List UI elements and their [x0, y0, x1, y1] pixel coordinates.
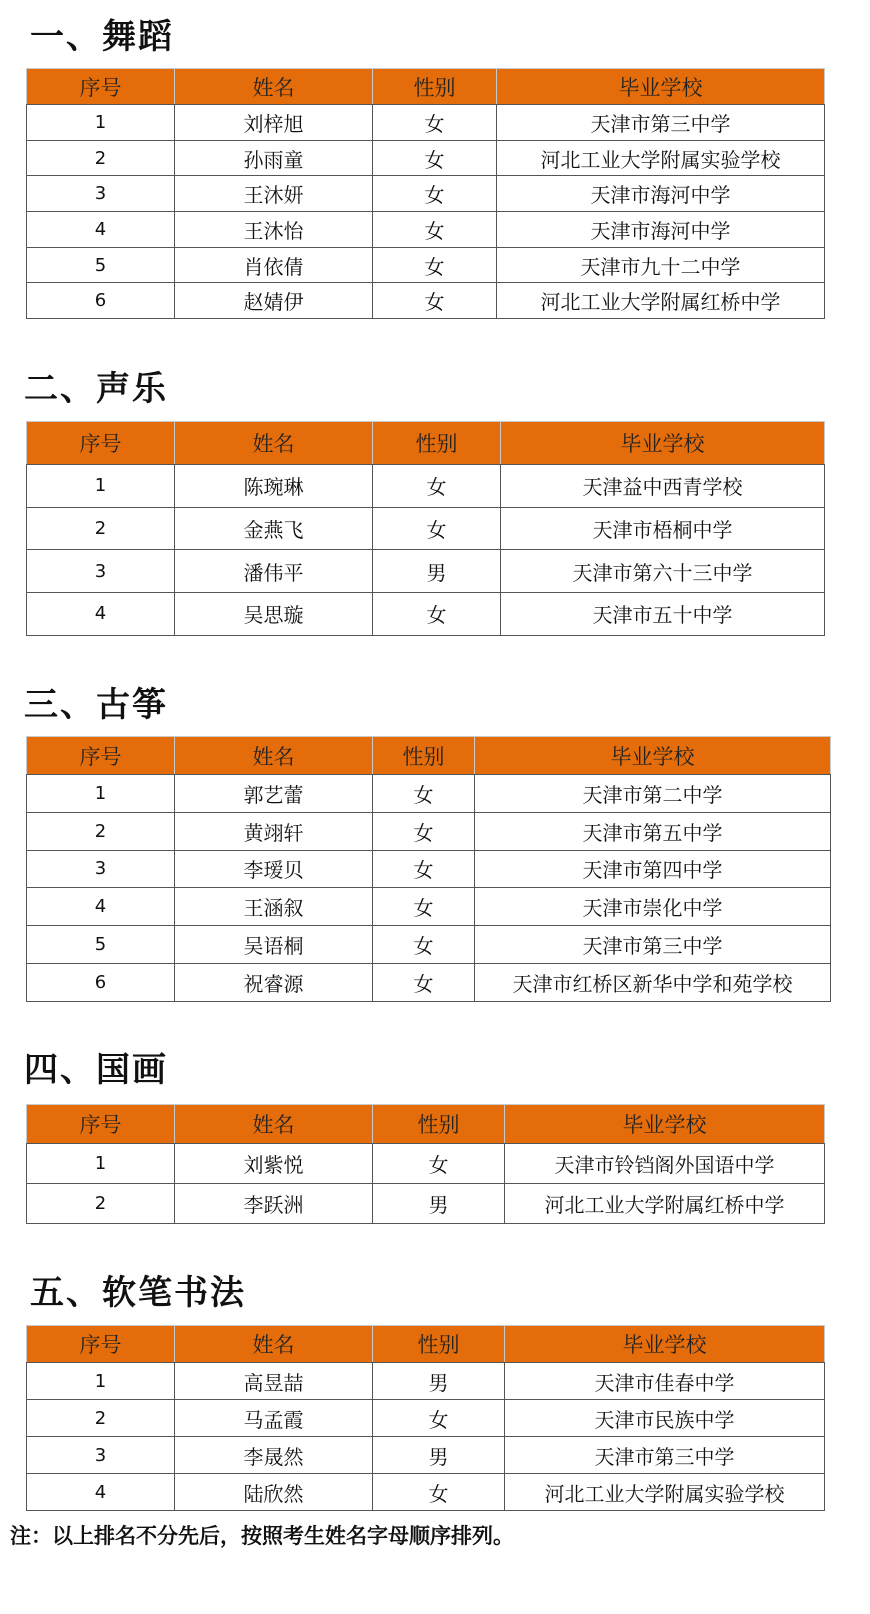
cell-school: 天津市崇化中学 [475, 888, 831, 926]
cell-name: 潘伟平 [175, 550, 373, 593]
cell-seq: 6 [27, 963, 175, 1001]
roster-table-vocal [26, 421, 825, 636]
cell-school: 天津市五十中学 [501, 593, 825, 636]
cell-seq: 5 [27, 247, 175, 283]
cell-seq: 1 [27, 775, 175, 813]
footnote: 注：以上排名不分先后，按照考生姓名字母顺序排列。 [10, 1524, 514, 1548]
cell-gender: 女 [373, 812, 475, 850]
cell-name: 陈琬琳 [175, 465, 373, 508]
table-row [27, 212, 825, 248]
header-school: 毕业学校 [501, 422, 825, 465]
cell-gender: 男 [373, 1184, 505, 1224]
table-header-row [27, 1105, 825, 1144]
cell-gender: 男 [373, 1437, 505, 1474]
cell-name: 郭艺蕾 [175, 775, 373, 813]
cell-gender: 男 [373, 550, 501, 593]
cell-gender: 男 [373, 1363, 505, 1400]
cell-gender: 女 [373, 283, 497, 319]
header-seq: 序号 [27, 737, 175, 775]
cell-seq: 6 [27, 283, 175, 319]
table-row [27, 775, 831, 813]
header-school: 毕业学校 [505, 1105, 825, 1144]
table-row [27, 550, 825, 593]
cell-gender: 女 [373, 593, 501, 636]
cell-school: 河北工业大学附属实验学校 [497, 140, 825, 176]
header-seq: 序号 [27, 422, 175, 465]
table-row [27, 1474, 825, 1511]
cell-gender: 女 [373, 888, 475, 926]
cell-school: 天津市第三中学 [505, 1437, 825, 1474]
header-name: 姓名 [175, 1105, 373, 1144]
cell-name: 王涵叙 [175, 888, 373, 926]
section-title-vocal: 二、声乐 [24, 369, 168, 409]
section-title-dance: 一、舞蹈 [30, 17, 174, 57]
cell-name: 吴思璇 [175, 593, 373, 636]
cell-school: 河北工业大学附属实验学校 [505, 1474, 825, 1511]
cell-name: 刘梓旭 [175, 105, 373, 141]
cell-school: 天津市第四中学 [475, 850, 831, 888]
cell-school: 天津市铃铛阁外国语中学 [505, 1144, 825, 1184]
cell-seq: 4 [27, 1474, 175, 1511]
cell-seq: 2 [27, 1184, 175, 1224]
cell-gender: 女 [373, 775, 475, 813]
table-row [27, 283, 825, 319]
cell-name: 王沐妍 [175, 176, 373, 212]
header-gender: 性别 [373, 737, 475, 775]
table-row [27, 1437, 825, 1474]
cell-seq: 4 [27, 212, 175, 248]
cell-name: 马孟霞 [175, 1400, 373, 1437]
section-title-guzheng: 三、古筝 [24, 685, 168, 725]
cell-seq: 1 [27, 1144, 175, 1184]
header-school: 毕业学校 [497, 69, 825, 105]
header-seq: 序号 [27, 1326, 175, 1363]
table-row [27, 1363, 825, 1400]
table-row [27, 593, 825, 636]
header-gender: 性别 [373, 69, 497, 105]
cell-school: 河北工业大学附属红桥中学 [505, 1184, 825, 1224]
header-name: 姓名 [175, 422, 373, 465]
table-row [27, 1144, 825, 1184]
table-row [27, 465, 825, 508]
cell-school: 天津益中西青学校 [501, 465, 825, 508]
table-header-row [27, 69, 825, 105]
cell-name: 陆欣然 [175, 1474, 373, 1511]
table-row [27, 812, 831, 850]
roster-table-painting [26, 1104, 825, 1224]
cell-seq: 2 [27, 140, 175, 176]
table-row [27, 176, 825, 212]
cell-gender: 女 [373, 140, 497, 176]
table-header-row [27, 422, 825, 465]
cell-name: 李跃洲 [175, 1184, 373, 1224]
cell-name: 肖依倩 [175, 247, 373, 283]
cell-gender: 女 [373, 465, 501, 508]
cell-school: 天津市第二中学 [475, 775, 831, 813]
table-row [27, 247, 825, 283]
cell-school: 天津市九十二中学 [497, 247, 825, 283]
table-row [27, 888, 831, 926]
cell-seq: 1 [27, 105, 175, 141]
table-header-row [27, 1326, 825, 1363]
table-row [27, 507, 825, 550]
cell-name: 孙雨童 [175, 140, 373, 176]
roster-table-guzheng [26, 736, 831, 1002]
table-row [27, 850, 831, 888]
header-school: 毕业学校 [475, 737, 831, 775]
table-row [27, 105, 825, 141]
cell-gender: 女 [373, 105, 497, 141]
table-row [27, 963, 831, 1001]
cell-school: 天津市第三中学 [475, 926, 831, 964]
cell-name: 李晟然 [175, 1437, 373, 1474]
cell-school: 河北工业大学附属红桥中学 [497, 283, 825, 319]
header-seq: 序号 [27, 1105, 175, 1144]
cell-seq: 1 [27, 465, 175, 508]
table-row [27, 926, 831, 964]
table-header-row [27, 737, 831, 775]
cell-seq: 2 [27, 507, 175, 550]
cell-name: 金燕飞 [175, 507, 373, 550]
header-gender: 性别 [373, 1105, 505, 1144]
table-row [27, 1400, 825, 1437]
cell-gender: 女 [373, 176, 497, 212]
cell-name: 黄翊轩 [175, 812, 373, 850]
cell-school: 天津市民族中学 [505, 1400, 825, 1437]
cell-seq: 3 [27, 850, 175, 888]
cell-gender: 女 [373, 850, 475, 888]
cell-name: 赵婧伊 [175, 283, 373, 319]
cell-seq: 4 [27, 593, 175, 636]
header-name: 姓名 [175, 737, 373, 775]
section-title-painting: 四、国画 [24, 1050, 168, 1090]
cell-seq: 2 [27, 1400, 175, 1437]
header-school: 毕业学校 [505, 1326, 825, 1363]
header-gender: 性别 [373, 422, 501, 465]
cell-name: 祝睿源 [175, 963, 373, 1001]
cell-school: 天津市海河中学 [497, 176, 825, 212]
cell-seq: 2 [27, 812, 175, 850]
cell-name: 王沐怡 [175, 212, 373, 248]
header-name: 姓名 [175, 69, 373, 105]
cell-seq: 4 [27, 888, 175, 926]
cell-gender: 女 [373, 507, 501, 550]
roster-table-dance [26, 68, 825, 319]
cell-school: 天津市第三中学 [497, 105, 825, 141]
cell-gender: 女 [373, 212, 497, 248]
cell-school: 天津市佳春中学 [505, 1363, 825, 1400]
cell-seq: 3 [27, 176, 175, 212]
table-row [27, 1184, 825, 1224]
cell-gender: 女 [373, 247, 497, 283]
section-title-calligraphy: 五、软笔书法 [30, 1273, 246, 1313]
cell-school: 天津市海河中学 [497, 212, 825, 248]
cell-school: 天津市梧桐中学 [501, 507, 825, 550]
cell-name: 李瑷贝 [175, 850, 373, 888]
cell-name: 高昱喆 [175, 1363, 373, 1400]
cell-gender: 女 [373, 963, 475, 1001]
cell-school: 天津市第六十三中学 [501, 550, 825, 593]
cell-name: 吴语桐 [175, 926, 373, 964]
cell-gender: 女 [373, 1400, 505, 1437]
cell-gender: 女 [373, 926, 475, 964]
cell-school: 天津市红桥区新华中学和苑学校 [475, 963, 831, 1001]
header-gender: 性别 [373, 1326, 505, 1363]
cell-seq: 1 [27, 1363, 175, 1400]
cell-seq: 3 [27, 1437, 175, 1474]
cell-gender: 女 [373, 1144, 505, 1184]
header-name: 姓名 [175, 1326, 373, 1363]
cell-school: 天津市第五中学 [475, 812, 831, 850]
roster-table-calligraphy [26, 1325, 825, 1511]
cell-name: 刘紫悦 [175, 1144, 373, 1184]
cell-seq: 3 [27, 550, 175, 593]
cell-gender: 女 [373, 1474, 505, 1511]
cell-seq: 5 [27, 926, 175, 964]
header-seq: 序号 [27, 69, 175, 105]
table-row [27, 140, 825, 176]
